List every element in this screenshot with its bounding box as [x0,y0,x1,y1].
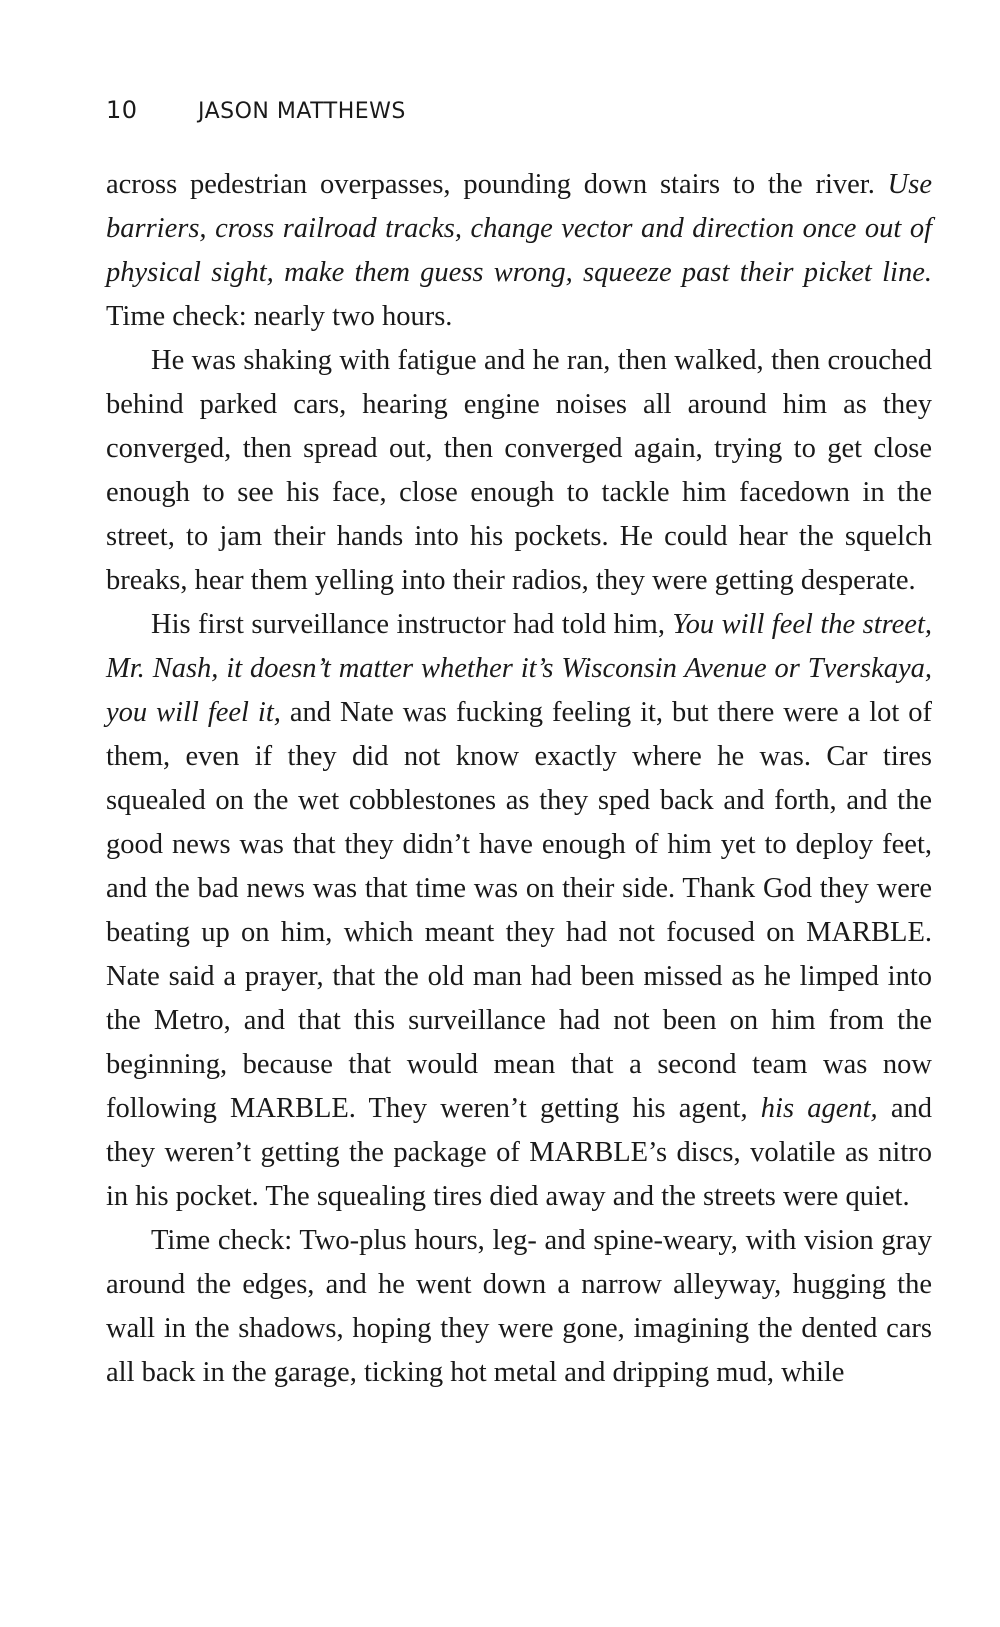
paragraph-3 [106,603,932,1219]
paragraph-3-tail: and they weren’t getting the package of MARBLE’s discs, volatile as nitro in his pocket. The squealing tires died away and the streets were quiet. [106,1093,933,1212]
paragraph-1-lead: across pedestrian overpasses, pounding down stairs to the river. [106,169,888,200]
paragraph-3-lead: His first surveillance instructor had told him, [151,609,673,640]
paragraph-3-middle: and Nate was fucking feeling it, but there were a lot of them, even if they did not know exactly where he was. Car tires squealed on the wet cobblestones as they sped back and forth, and the good news was that they didn’t have enough of him yet to deploy feet, and the bad news was that time was on their side. Thank God they were beating up on him, which meant they had not focused on MARBLE. Nate said a prayer, that the old man had been missed as he limped into the Metro, and that this surveillance had not been on him from the beginning, because that would mean that a second team was now following MARBLE. They weren’t getting his agent, [106,697,932,1124]
page-number: 10 [106,96,138,124]
running-head [106,96,406,124]
paragraph-1-italic: Use barriers, cross railroad tracks, change vector and direction once out of physical sight, make them guess wrong, squeeze past their picket line. [106,169,932,288]
paragraph-1 [106,163,932,339]
paragraph-4: Time check: Two-plus hours, leg- and spine-weary, with vision gray around the edges, and he went down a narrow alleyway, hugging the wall in the shadows, hoping they were gone, imagining the dented cars all back in the garage, ticking hot metal and dripping mud, while [106,1225,932,1388]
paragraph-2: He was shaking with fatigue and he ran, then walked, then crouched behind parked cars, hearing engine noises all around him as they converged, then spread out, then converged again, trying to get close enough to see his face, close enough to tackle him facedown in the street, to jam their hands into his pockets. He could hear the squelch breaks, hear them yelling into their radios, they were getting desperate. [106,345,932,596]
paragraph-1-tail: Time check: nearly two hours. [106,301,453,332]
paragraph-3-italic-quote: You will feel the street, Mr. Nash, it doesn’t matter whether it’s Wisconsin Avenue or Tverskaya, you will feel it, [106,609,933,728]
paragraph-3-italic-agent: his agent, [760,1093,878,1124]
body-text [106,163,932,1395]
running-title: JASON MATTHEWS [198,99,406,124]
